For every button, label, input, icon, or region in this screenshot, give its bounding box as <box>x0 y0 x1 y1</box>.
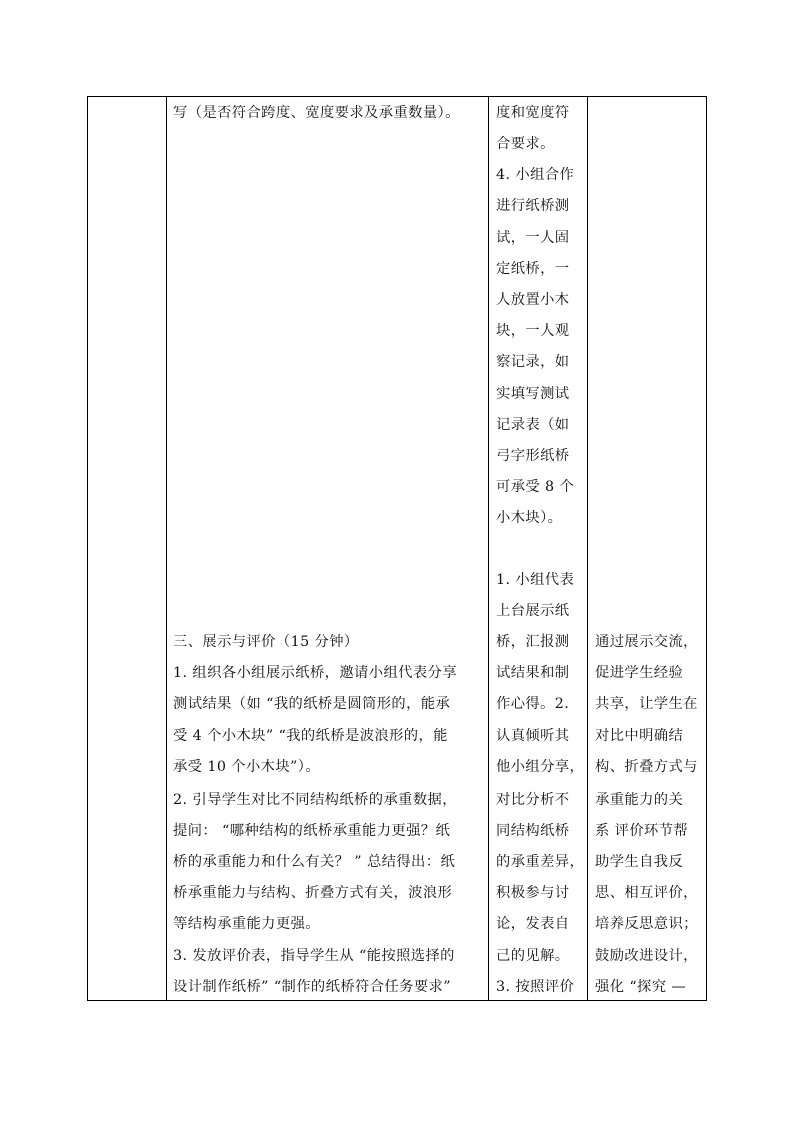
column-divider-3 <box>587 96 588 1001</box>
student-line: 弓字形纸桥 <box>496 448 570 464</box>
intent-line: 促进学生经验 <box>595 665 684 681</box>
intent-line: 思、相互评价， <box>595 885 698 901</box>
table-border-top <box>87 96 707 97</box>
student-line: 定纸桥，一 <box>496 261 570 277</box>
intent-line: 系 评价环节帮 <box>595 823 689 839</box>
intent-line: 共享，让学生在 <box>595 696 698 712</box>
student-line: 进行纸桥测 <box>496 198 570 214</box>
student-line: 他小组分享， <box>496 759 585 775</box>
intent-line: 培养反思意识； <box>595 916 698 932</box>
intent-line: 承重能力的关 <box>595 792 684 808</box>
student-line: 合要求。 <box>496 136 555 152</box>
activity-line: 1. 组织各小组展示纸桥，邀请小组代表分享 <box>173 665 457 681</box>
activity-line: 桥承重能力与结构、折叠方式有关，波浪形 <box>173 885 453 901</box>
student-line: 人放置小木 <box>496 292 570 308</box>
intent-line: 鼓励改进设计， <box>595 948 698 964</box>
intent-line: 助学生自我反 <box>595 854 684 870</box>
activity-line: 提问： “哪种结构的纸桥承重能力更强？纸 <box>173 823 451 839</box>
student-line: 试，一人固 <box>496 230 570 246</box>
student-line: 对比分析不 <box>496 792 570 808</box>
student-line: 的承重差异， <box>496 854 585 870</box>
student-line: 块，一人观 <box>496 323 570 339</box>
student-line: 同结构纸桥 <box>496 823 570 839</box>
column-divider-1 <box>166 96 167 1001</box>
student-line: 桥，汇报测 <box>496 634 570 650</box>
intent-line: 通过展示交流， <box>595 634 698 650</box>
student-line: 己的见解。 <box>496 948 570 964</box>
activity-line: 桥的承重能力和什么有关？ ” 总结得出：纸 <box>173 854 456 870</box>
activity-line: 等结构承重能力更强。 <box>173 916 320 932</box>
student-line: 4. 小组合作 <box>496 167 575 183</box>
student-line: 上台展示纸 <box>496 603 570 619</box>
intent-line: 对比中明确结 <box>595 728 684 744</box>
intent-line: 强化 “探究 — <box>595 979 687 995</box>
student-line: 1. 小组代表 <box>496 572 575 588</box>
intent-line: 构、折叠方式与 <box>595 759 698 775</box>
section-heading: 三、展示与评价（15 分钟） <box>173 634 359 650</box>
student-line: 积极参与讨 <box>496 885 570 901</box>
column-divider-2 <box>488 96 489 1001</box>
student-line: 3. 按照评价 <box>496 979 575 995</box>
student-line: 度和宽度符 <box>496 105 570 121</box>
activity-line: 2. 引导学生对比不同结构纸桥的承重数据， <box>173 792 457 808</box>
student-line: 察记录，如 <box>496 354 570 370</box>
activity-line: 承受 10 个小木块”）。 <box>173 759 321 775</box>
table-border-right <box>706 96 707 1001</box>
activity-line: 设计制作纸桥” “制作的纸桥符合任务要求” <box>173 979 451 995</box>
activity-line: 受 4 个小木块” “我的纸桥是波浪形的，能 <box>173 728 448 744</box>
student-line: 认真倾听其 <box>496 728 570 744</box>
student-line: 论，发表自 <box>496 916 570 932</box>
student-line: 小木块）。 <box>496 510 563 526</box>
student-line: 可承受 8 个 <box>496 479 575 495</box>
student-line: 作心得。2. <box>496 696 570 712</box>
stage-cell <box>88 97 166 1000</box>
table-border-bottom <box>87 1000 707 1001</box>
student-line: 试结果和制 <box>496 665 570 681</box>
activity-line: 写（是否符合跨度、宽度要求及承重数量）。 <box>173 105 460 121</box>
activity-line: 测试结果（如 “我的纸桥是圆筒形的，能承 <box>173 696 451 712</box>
student-line: 记录表（如 <box>496 417 570 433</box>
activity-line: 3. 发放评价表，指导学生从 “能按照选择的 <box>173 948 455 964</box>
student-line: 实填写测试 <box>496 386 570 402</box>
